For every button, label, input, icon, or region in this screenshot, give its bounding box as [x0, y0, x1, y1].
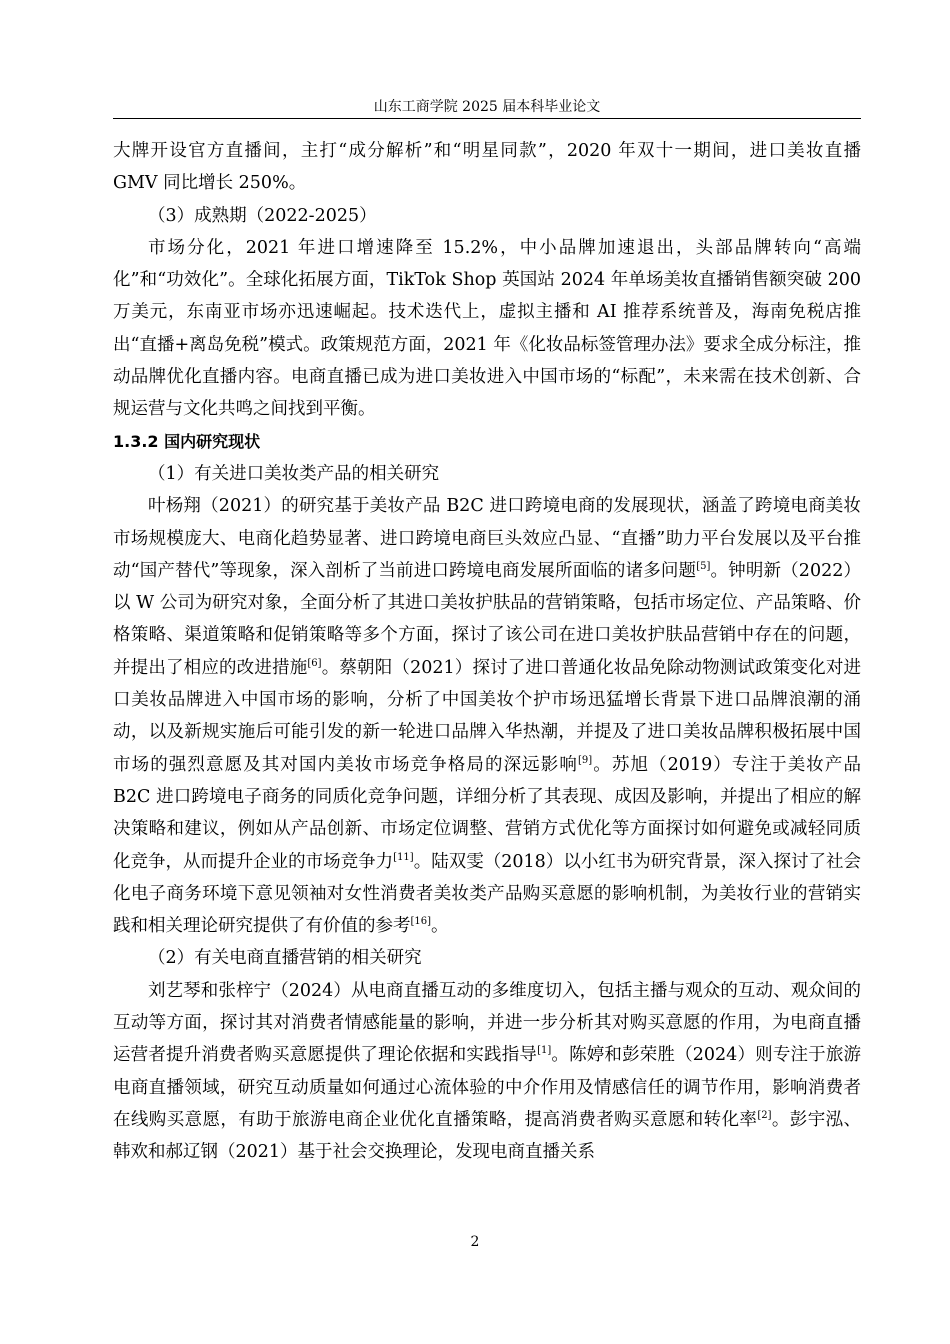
- header-rule: [113, 118, 861, 119]
- text-run: 。苏旭（2019）专注于美妆产品 B2C 进口跨境电子商务的同质化竞争问题，详细分析了其表现、成因及影响，并提出了相应的解决策略和建议，例如从产品创新、市场定位调整、营销方式优化等方面探讨如何避免或减轻同质化竞争，从而提升企业的市场竞争力: [113, 754, 862, 872]
- subheading-mature-stage: （3）成熟期（2022-2025）: [148, 205, 377, 226]
- citation-6: [6]: [307, 657, 322, 669]
- page-body: [113, 135, 861, 1169]
- citation-9: [9]: [578, 754, 593, 766]
- paragraph-live-commerce: [113, 975, 861, 1169]
- text-run: 。彭宇泓、韩欢和郝辽钢（2021）基于社会交换理论，发现电商直播关系: [113, 1109, 862, 1163]
- text-run: 叶杨翔（2021）的研究基于美妆产品 B2C 进口跨境电商的发展现状，涵盖了跨境电商美妆市场规模庞大、电商化趋势显著、进口跨境电商巨头效应凸显、“直播”助力平台发展以及平台推动“国产替代”等现象，深入剖析了当前进口跨境电商发展所面临的诸多问题: [113, 496, 861, 581]
- section-title: 1.3.2 国内研究现状: [113, 431, 261, 451]
- subheading-imported-cosmetics: （1）有关进口美妆类产品的相关研究: [148, 463, 440, 484]
- text-run: 。陆双雯（2018）以小红书为研究背景，深入探讨了社会化电子商务环境下意见领袖对女性消费者美妆类产品购买意愿的影响机制，为美妆行业的营销实践和相关理论研究提供了有价值的参考: [113, 851, 861, 937]
- page-number: 2: [470, 1234, 480, 1250]
- text-run: 刘艺琴和张梓宁（2024）从电商直播互动的多维度切入，包括主播与观众的互动、观众间的互动等方面，探讨其对消费者情感能量的影响，并进一步分析其对购买意愿的作用，为电商直播运营者提升消费者购买意愿提供了理论依据和实践指导: [113, 980, 861, 1066]
- citation-11: [11]: [393, 851, 414, 863]
- text-run: 。钟明新（2022）以 W 公司为研究对象，全面分析了其进口美妆护肤品的营销策略，包括市场定位、产品策略、价格策略、渠道策略和促销策略等多个方面，探讨了该公司在进口美妆护肤品营销中存在的问题，并提出了相应的改进措施: [113, 560, 862, 678]
- paragraph-mature-stage: 市场分化，2021 年进口增速降至 15.2%，中小品牌加速退出，头部品牌转向“高端化”和“功效化”。全球化拓展方面，TikTok Shop 英国站 2024 年单场美妆直播销售额突破 200 万美元，东南亚市场亦迅速崛起。技术迭代上，虚拟主播和 AI 推荐系统普及，海南免税店推出“直播+离岛免税”模式。政策规范方面，2021 年《化妆品标签管理办法》要求全成分标注，推动品牌优化直播内容。电商直播已成为进口美妆进入中国市场的“标配”，未来需在技术创新、合规运营与文化共鸣之间找到平衡。: [113, 237, 861, 420]
- citation-1: [1]: [537, 1045, 552, 1057]
- citation-16: [16]: [410, 916, 432, 928]
- text-run: 。: [431, 916, 449, 937]
- text-run: 。陈婷和彭荣胜（2024）则专注于旅游电商直播领域，研究互动质量如何通过心流体验的中介作用及情感信任的调节作用，影响消费者在线购买意愿，有助于旅游电商企业优化直播策略，提高消费者购买意愿和转化率: [113, 1045, 861, 1130]
- paragraph-continuation: 大牌开设官方直播间，主打“成分解析”和“明星同款”，2020 年双十一期间，进口美妆直播 GMV 同比增长 250%。: [113, 141, 861, 194]
- running-header: 山东工商学院 2025 届本科毕业论文: [373, 99, 601, 115]
- paragraph-imported-cosmetics: [113, 490, 861, 942]
- citation-2: [2]: [757, 1110, 772, 1122]
- subheading-live-commerce: （2）有关电商直播营销的相关研究: [148, 948, 422, 969]
- citation-5: [5]: [696, 561, 711, 573]
- text-run: 。蔡朝阳（2021）探讨了进口普通化妆品免除动物测试政策变化对进口美妆品牌进入中国市场的影响，分析了中国美妆个护市场迅猛增长背景下进口品牌浪潮的涌动，以及新规实施后可能引发的新一轮进口品牌入华热潮，并提及了进口美妆品牌积极拓展中国市场的强烈意愿及其对国内美妆市场竞争格局的深远影响: [113, 657, 861, 775]
